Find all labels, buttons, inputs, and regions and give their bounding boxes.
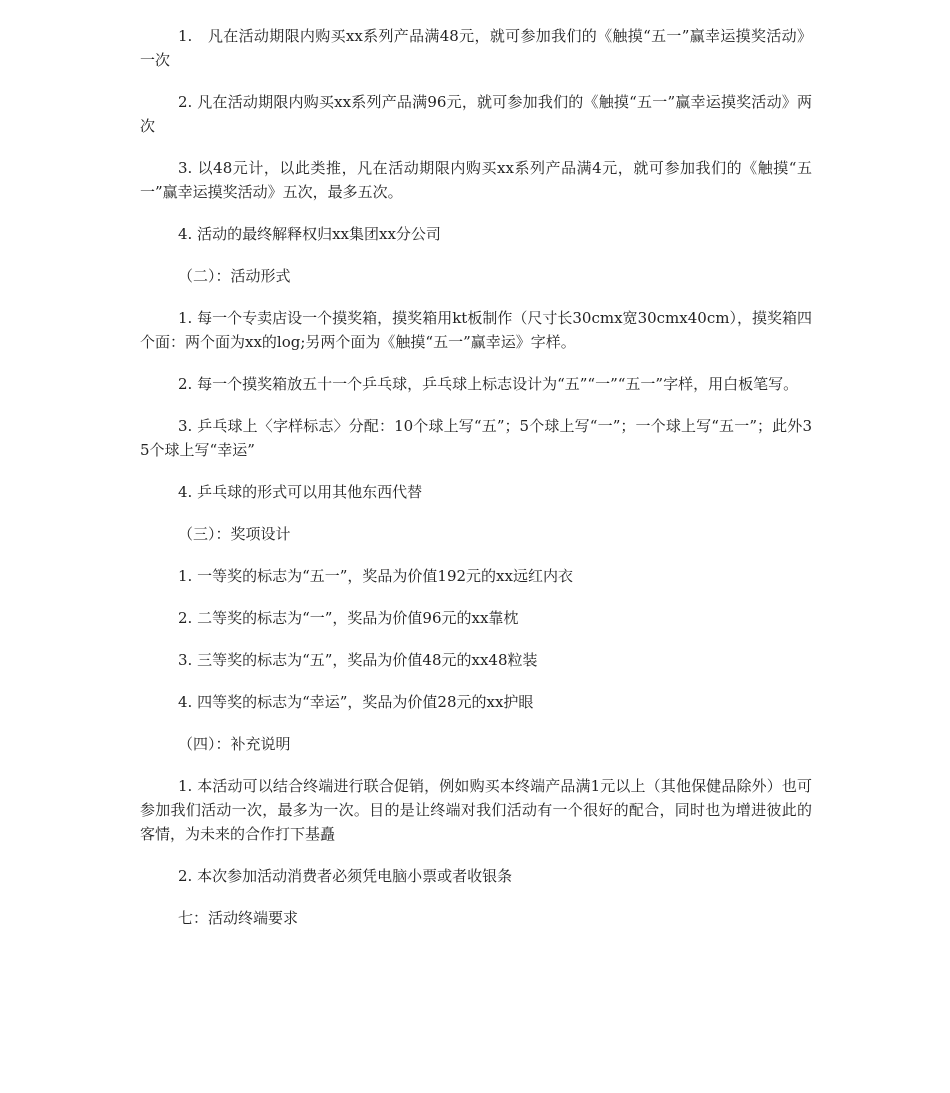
section-heading-prize-design: （三）：奖项设计 (178, 525, 291, 543)
rule-item-2: 2. 凡在活动期限内购买xx系列产品满96元，就可参加我们的《触摸“五一”赢幸运摸奖活动》两次 (140, 93, 812, 135)
supplement-item-2: 2. 本次参加活动消费者必须凭电脑小票或者收银条 (178, 867, 513, 885)
rule-item-3: 3. 以48元计，以此类推，凡在活动期限内购买xx系列产品满4元，就可参加我们的《触摸“五一”赢幸运摸奖活动》五次，最多五次。 (140, 159, 812, 201)
prize-item-1: 1. 一等奖的标志为“五一”，奖品为价值192元的xx远红内衣 (178, 567, 573, 585)
prize-item-4: 4. 四等奖的标志为“幸运”，奖品为价值28元的xx护眼 (178, 693, 534, 711)
section-heading-supplement: （四）：补充说明 (178, 735, 291, 753)
section-heading-activity-form: （二）：活动形式 (178, 267, 291, 285)
form-item-2: 2. 每一个摸奖箱放五十一个乒乓球，乒乓球上标志设计为“五”“一”“五一”字样，用白板笔写。 (178, 375, 799, 393)
supplement-item-1: 1. 本活动可以结合终端进行联合促销，例如购买本终端产品满1元以上（其他保健品除外）也可参加我们活动一次，最多为一次。目的是让终端对我们活动有一个很好的配合，同时也为增进彼此的客情，为未来的合作打下基矗 (140, 777, 812, 843)
document-body (140, 24, 812, 948)
form-item-1: 1. 每一个专卖店设一个摸奖箱，摸奖箱用kt板制作（尺寸长30cmx宽30cmx40cm），摸奖箱四个面：两个面为xx的log;另两个面为《触摸“五一”赢幸运》字样。 (140, 309, 812, 351)
rule-item-4: 4. 活动的最终解释权归xx集团xx分公司 (178, 225, 441, 243)
section-heading-terminal-requirements: 七：活动终端要求 (178, 909, 299, 927)
form-item-4: 4. 乒乓球的形式可以用其他东西代替 (178, 483, 423, 501)
prize-item-3: 3. 三等奖的标志为“五”，奖品为价值48元的xx48粒装 (178, 651, 538, 669)
prize-item-2: 2. 二等奖的标志为“一”，奖品为价值96元的xx靠枕 (178, 609, 519, 627)
rule-item-1: 1. 凡在活动期限内购买xx系列产品满48元，就可参加我们的《触摸“五一”赢幸运摸奖活动》一次 (140, 27, 812, 69)
form-item-3: 3. 乒乓球上〈字样标志〉分配：10个球上写“五”；5个球上写“一”；一个球上写“五一”；此外35个球上写“幸运” (140, 417, 812, 459)
